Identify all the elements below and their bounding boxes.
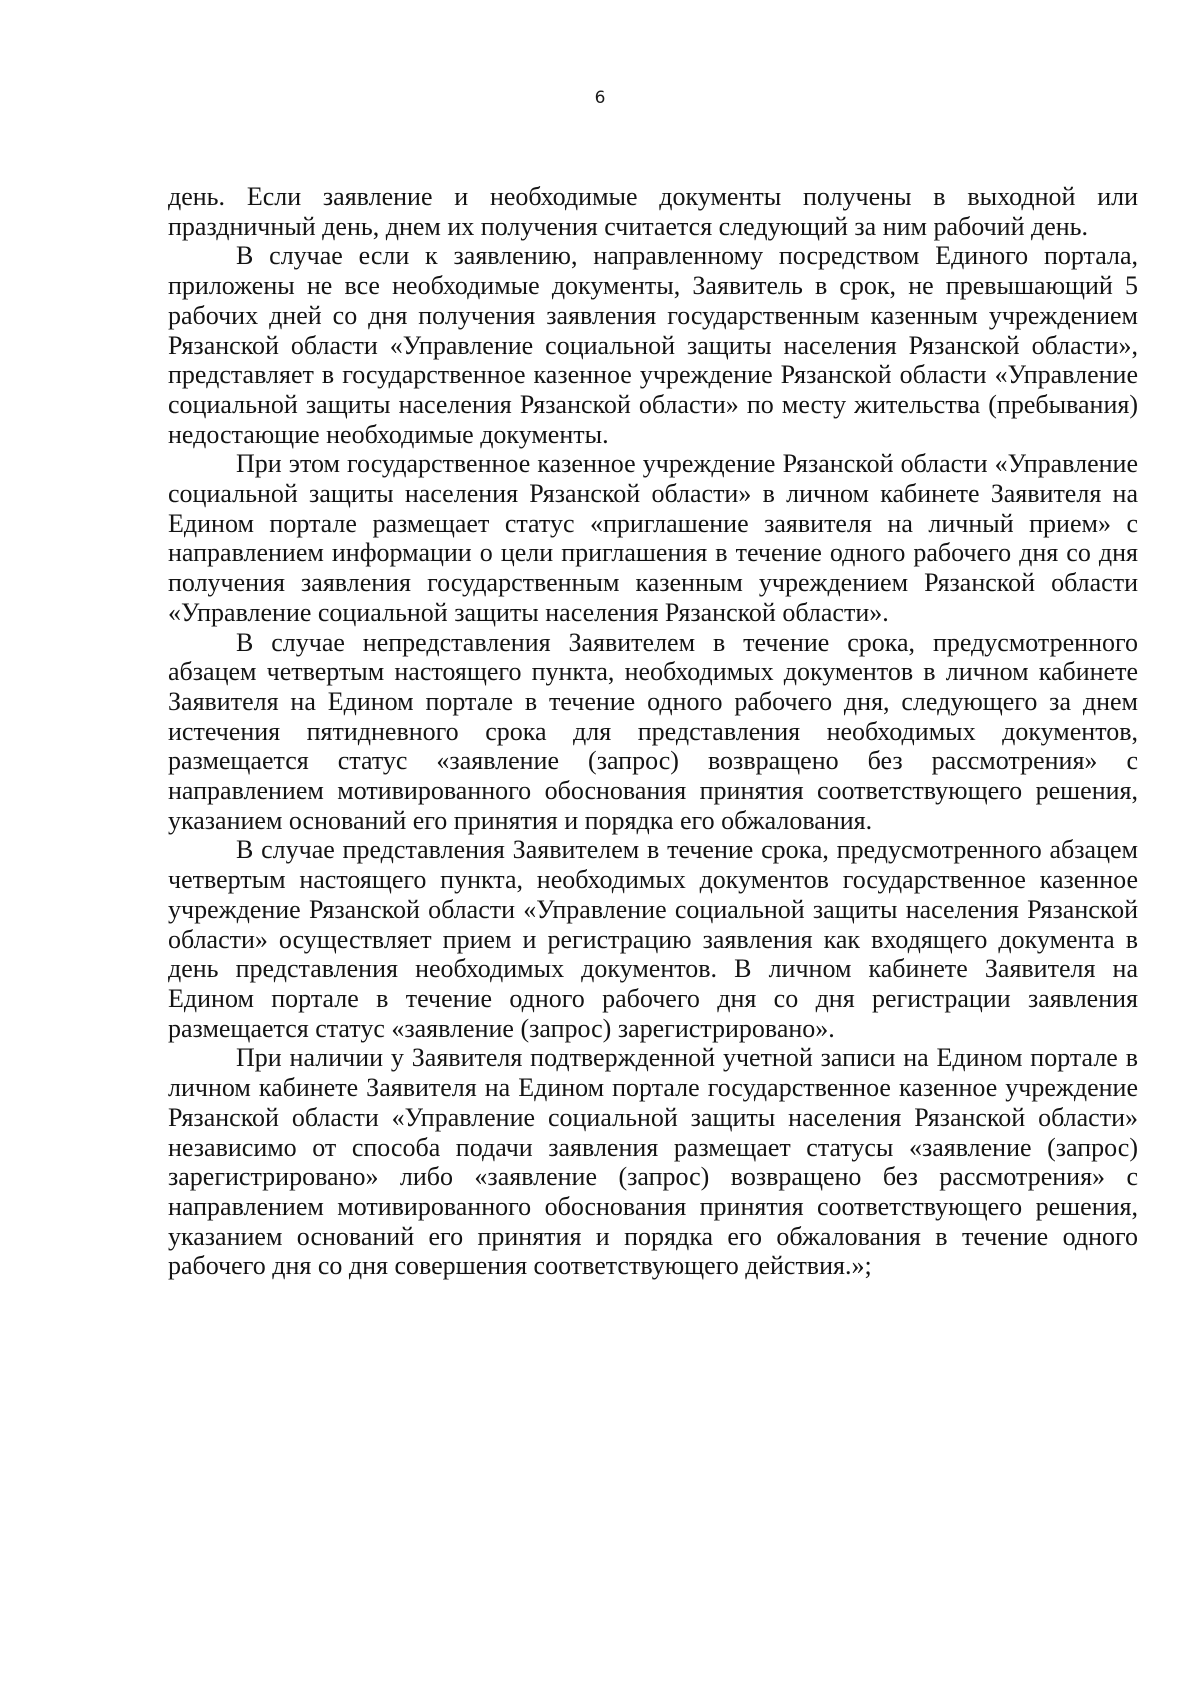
- paragraph-missing-documents: В случае если к заявлению, направленному посредством Единого портала, приложены не все необходимые документы, Заявитель в срок, не превышающий 5 рабочих дней со дня получения заявления государственным казенным учреждением Рязанской области «Управление социальной защиты населения Рязанской области», представляет в государственное казенное учреждение Рязанской области «Управление социальной защиты населения Рязанской области» по месту жительства (пребывания) недостающие необходимые документы.: [168, 241, 1138, 449]
- page-number: 6: [594, 88, 606, 108]
- paragraph-confirmed-account-statuses: При наличии у Заявителя подтвержденной учетной записи на Едином портале в личном кабинете Заявителя на Едином портале государственное казенное учреждение Рязанской области «Управление социальной защиты населения Рязанской области» независимо от способа подачи заявления размещает статусы «заявление (запрос) зарегистрировано» либо «заявление (запрос) возвращено без рассмотрения» с направлением мотивированного обоснования принятия соответствующего решения, указанием оснований его принятия и порядка его обжалования в течение одного рабочего дня со дня совершения соответствующего действия.»;: [168, 1043, 1138, 1281]
- document-body: [168, 182, 1138, 1281]
- paragraph-invitation-status: При этом государственное казенное учреждение Рязанской области «Управление социальной защиты населения Рязанской области» в личном кабинете Заявителя на Едином портале размещает статус «приглашение заявителя на личный прием» с направлением информации о цели приглашения в течение одного рабочего дня со дня получения заявления государственным казенным учреждением Рязанской области «Управление социальной защиты населения Рязанской области».: [168, 449, 1138, 627]
- paragraph-non-submission: В случае непредставления Заявителем в течение срока, предусмотренного абзацем четвертым настоящего пункта, необходимых документов в личном кабинете Заявителя на Едином портале в течение одного рабочего дня, следующего за днем истечения пятидневного срока для представления необходимых документов, размещается статус «заявление (запрос) возвращено без рассмотрения» с направлением мотивированного обоснования принятия соответствующего решения, указанием оснований его принятия и порядка его обжалования.: [168, 627, 1138, 835]
- paragraph-continuation: день. Если заявление и необходимые документы получены в выходной или праздничный день, днем их получения считается следующий за ним рабочий день.: [168, 182, 1138, 241]
- paragraph-submission-registration: В случае представления Заявителем в течение срока, предусмотренного абзацем четвертым настоящего пункта, необходимых документов государственное казенное учреждение Рязанской области «Управление социальной защиты населения Рязанской области» осуществляет прием и регистрацию заявления как входящего документа в день представления необходимых документов. В личном кабинете Заявителя на Едином портале в течение одного рабочего дня со дня регистрации заявления размещается статус «заявление (запрос) зарегистрировано».: [168, 835, 1138, 1043]
